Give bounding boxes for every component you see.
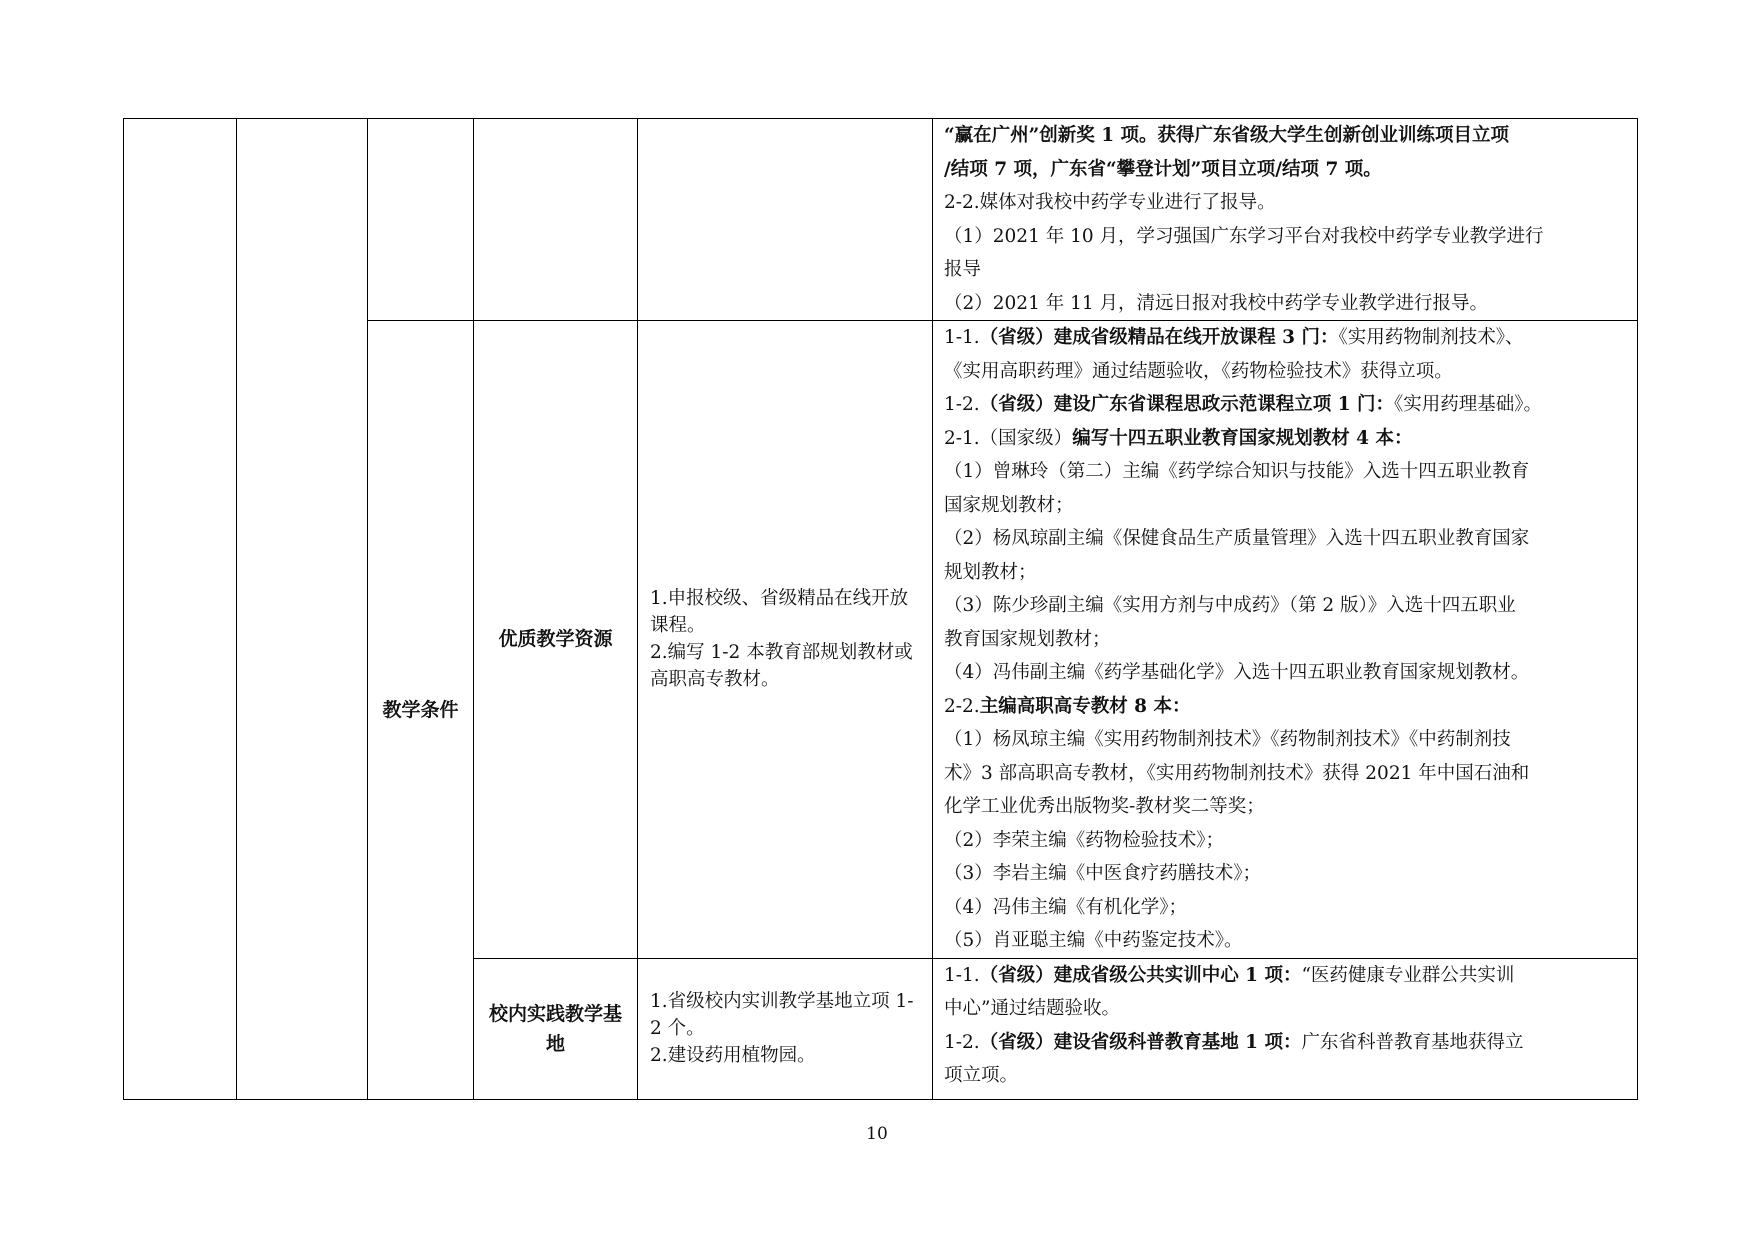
- text-segment: 国家规划教材；: [944, 494, 1074, 516]
- text-segment: （1）曾琳玲（第二）主编《药学综合知识与技能》入选十四五职业教育: [944, 461, 1530, 482]
- text-line: [944, 489, 1631, 523]
- empty-cell: [368, 119, 474, 321]
- text-line: （1）2021 年 10 月，学习强国广东学习平台对我校中药学专业教学进行: [944, 225, 1544, 247]
- text-line: [944, 556, 1631, 590]
- text-segment: （2）李荣主编《药物检验技术》；: [944, 829, 1225, 851]
- text-segment: 1-1.: [944, 327, 980, 348]
- text-line: [944, 790, 1631, 824]
- text-line: [944, 891, 1631, 925]
- text-line: [944, 757, 1631, 791]
- item-label: 校内实践教学基地: [474, 958, 638, 1099]
- target-text: [638, 321, 933, 959]
- achievement-cell: [933, 119, 1638, 321]
- category-label: 教学条件: [368, 321, 474, 1100]
- text-line: [944, 1026, 1631, 1060]
- achievement-table: [123, 118, 1638, 1100]
- text-segment: （省级）建设广东省课程思政示范课程立项 1 门：: [979, 394, 1394, 415]
- target-text-body: 1.省级校内实训教学基地立项 1-2 个。 2.建设药用植物园。: [650, 991, 914, 1066]
- achievement-cell: [933, 958, 1638, 1099]
- achievement-text: [933, 321, 1637, 958]
- text-segment: 主编高职高专教材 8 本：: [979, 695, 1191, 717]
- text-line: [944, 522, 1631, 556]
- text-line: [944, 589, 1631, 623]
- text-line: /结项 7 项，广东省“攀登计划”项目立项/结项 7 项。: [944, 158, 1382, 180]
- text-segment: 广东省科普教育基地获得立: [1301, 1031, 1524, 1053]
- text-segment: “医药健康专业群公共实训: [1301, 964, 1515, 986]
- text-segment: （4）冯伟主编《有机化学》；: [944, 896, 1188, 918]
- text-segment: 编写十四五职业教育国家规划教材 4 本：: [1072, 427, 1413, 449]
- empty-cell: [474, 119, 638, 321]
- text-segment: 2-1.（国家级）: [944, 427, 1073, 449]
- text-line: [944, 959, 1631, 993]
- achievement-text: [933, 959, 1637, 1093]
- text-segment: （省级）建成省级公共实训中心 1 项：: [979, 964, 1302, 986]
- text-segment: （2）杨凤琼副主编《保健食品生产质量管理》入选十四五职业教育国家: [944, 528, 1530, 549]
- text-segment: （4）冯伟副主编《药学基础化学》入选十四五职业教育国家规划教材。: [944, 662, 1530, 683]
- text-segment: 2-2.: [944, 695, 980, 717]
- text-segment: （5）肖亚聪主编《中药鉴定技术》。: [944, 930, 1243, 951]
- text-line: [944, 690, 1631, 724]
- text-line: [944, 824, 1631, 858]
- empty-cell: [638, 119, 933, 321]
- target-text-body: 1.申报校级、省级精品在线开放课程。 2.编写 1-2 本教育部规划教材或高职高专教材。: [650, 588, 913, 691]
- text-segment: 术》3 部高职高专教材，《实用药物制剂技术》获得 2021 年中国石油和: [944, 762, 1530, 784]
- empty-cell: [124, 119, 237, 1100]
- achievement-text: [933, 119, 1637, 320]
- text-segment: 1-2.: [944, 1031, 980, 1053]
- page-number: 10: [866, 1124, 888, 1144]
- item-label: 优质教学资源: [474, 321, 638, 959]
- text-segment: （省级）建设省级科普教育基地 1 项：: [979, 1031, 1302, 1053]
- text-segment: （3）陈少珍副主编《实用方剂与中成药》（第 2 版）》入选十四五职业: [944, 595, 1516, 616]
- text-line: [944, 455, 1631, 489]
- achievement-cell: [933, 321, 1638, 959]
- text-segment: （3）李岩主编《中医食疗药膳技术》；: [944, 863, 1262, 884]
- text-line: “赢在广州”创新奖 1 项。获得广东省级大学生创新创业训练项目立项: [944, 125, 1510, 146]
- text-line: [944, 656, 1631, 690]
- text-line: [944, 992, 1631, 1026]
- text-line: （2）2021 年 11 月，清远日报对我校中药学专业教学进行报导。: [944, 292, 1489, 314]
- text-segment: 《实用药物制剂技术》、: [1338, 327, 1524, 348]
- text-segment: 《实用高职药理》通过结题验收，《药物检验技术》获得立项。: [944, 360, 1453, 382]
- text-segment: 化学工业优秀出版物奖-教材奖二等奖；: [944, 796, 1265, 817]
- text-line: [944, 723, 1631, 757]
- text-line: [944, 388, 1631, 422]
- text-segment: 中心”通过结题验收。: [944, 998, 1120, 1019]
- empty-cell: [237, 119, 368, 1100]
- text-segment: （省级）建成省级精品在线开放课程 3 门：: [979, 327, 1339, 348]
- text-segment: 《实用药理基础》。: [1393, 394, 1542, 415]
- text-segment: （1）杨凤琼主编《实用药物制剂技术》《药物制剂技术》《中药制剂技: [944, 729, 1511, 750]
- text-segment: 项立项。: [944, 1065, 1019, 1086]
- text-line: [944, 1059, 1631, 1093]
- text-line: [944, 623, 1631, 657]
- text-line: 2-2.媒体对我校中药学专业进行了报导。: [944, 192, 1276, 213]
- text-segment: 1-2.: [944, 394, 980, 415]
- text-line: [944, 422, 1631, 456]
- text-segment: 教育国家规划教材；: [944, 628, 1111, 650]
- table-row: [124, 119, 1638, 321]
- text-segment: 1-1.: [944, 964, 980, 986]
- target-text: [638, 958, 933, 1099]
- text-line: [944, 924, 1631, 958]
- text-line: 报导: [944, 259, 982, 280]
- text-line: [944, 321, 1631, 355]
- text-line: [944, 857, 1631, 891]
- text-segment: 规划教材；: [944, 561, 1037, 583]
- text-line: [944, 355, 1631, 389]
